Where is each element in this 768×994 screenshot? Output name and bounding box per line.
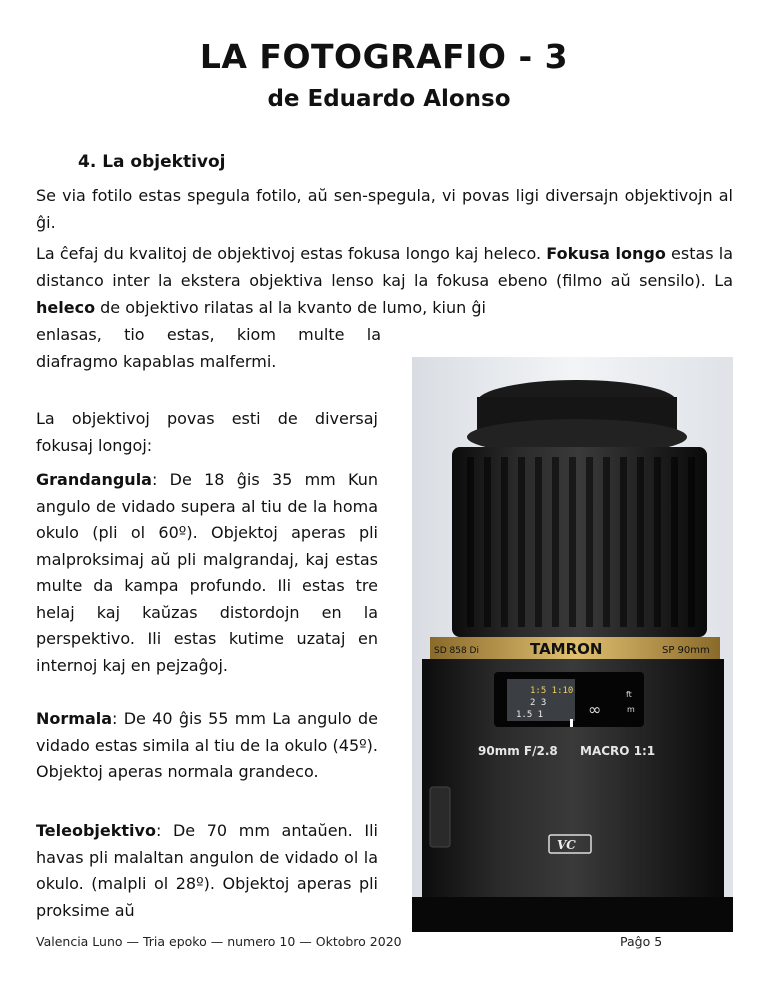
section-heading: 4. La objektivoj — [78, 152, 226, 172]
footer-page-number: Paĝo 5 — [620, 934, 663, 949]
band-right-label: SP 90mm — [662, 645, 710, 656]
text-run: estas la distanco inter la ekstera objektiva lenso kaj la fokusa ebeno (filmo aŭ sensilo). La — [36, 244, 734, 290]
paragraph-qualities-continued: enlasas, tio estas, kiom multe la diafragmo kapablas malfermi. — [36, 325, 381, 371]
paragraph-telephoto — [36, 818, 378, 924]
text-run: La ĉefaj du kvalitoj de objektivoj estas fokusa longo kaj heleco. — [36, 244, 547, 263]
paragraph-normal — [36, 706, 378, 786]
footer-publication: Valencia Luno — Tria epoko — numero 10 — Oktobro 2020 — [36, 934, 402, 949]
author-byline: de Eduardo Alonso — [267, 86, 511, 112]
macro-label: MACRO 1:1 — [580, 744, 656, 758]
unit-feet: ft — [626, 690, 632, 699]
term-telephoto: Teleobjektivo — [36, 821, 156, 840]
paragraph-intro: Se via fotilo estas spegula fotilo, aŭ sen-spegula, vi povas ligi diversajn objektivojn al ĝi. — [36, 186, 733, 232]
term-brightness: heleco — [36, 298, 96, 317]
vc-badge: VC — [557, 838, 576, 852]
term-wide-angle: Grandangula — [36, 470, 152, 489]
paragraph-focal-lengths: La objektivoj povas esti de diversaj fokusaj longoj: — [36, 409, 378, 455]
spec-label: 90mm F/2.8 — [478, 744, 558, 758]
infinity-mark: ∞ — [588, 700, 602, 719]
paragraph-qualities — [36, 240, 733, 321]
page-title: LA FOTOGRAFIO - 3 — [199, 37, 569, 76]
paragraph-wide-angle — [36, 467, 378, 679]
text-run: : De 70 mm antaŭen. Ili havas pli malaltan angulon de vidado ol la okulo. (malpli ol 28º). Objektoj aperas pli proksime aŭ — [36, 821, 378, 920]
term-focal-length: Fokusa longo — [546, 244, 666, 263]
band-left-label: SD 858 Di — [434, 646, 479, 656]
term-normal: Normala — [36, 709, 113, 728]
scale-feet: 2 3 — [530, 698, 547, 708]
brand-label: TAMRON — [530, 640, 603, 658]
text-run: de objektivo rilatas al la kvanto de lumo, kiun ĝi — [95, 298, 486, 317]
scale-ratio: 1:5 1:10 — [530, 686, 574, 696]
text-run: : De 40 ĝis 55 mm La angulo de vidado estas simila al tiu de la okulo (45º). Objektoj aperas normala grandeco. — [36, 709, 378, 781]
lens-photo — [412, 357, 733, 932]
text-run: : De 18 ĝis 35 mm Kun angulo de vidado supera al tiu de la homa okulo (pli ol 60º). Objektoj aperas pli malproksimaj aŭ pli malgrandaj, kaj estas multe da kampa profundo. Ili estas tre helaj kaj kaŭzas distordojn en la perspektivo. Ili estas kutime uzataj en internoj kaj en pejzaĝoj. — [36, 470, 378, 675]
lens-illustration — [412, 357, 733, 932]
unit-meters: m — [627, 705, 635, 714]
scale-meters: 1.5 1 — [516, 710, 544, 720]
